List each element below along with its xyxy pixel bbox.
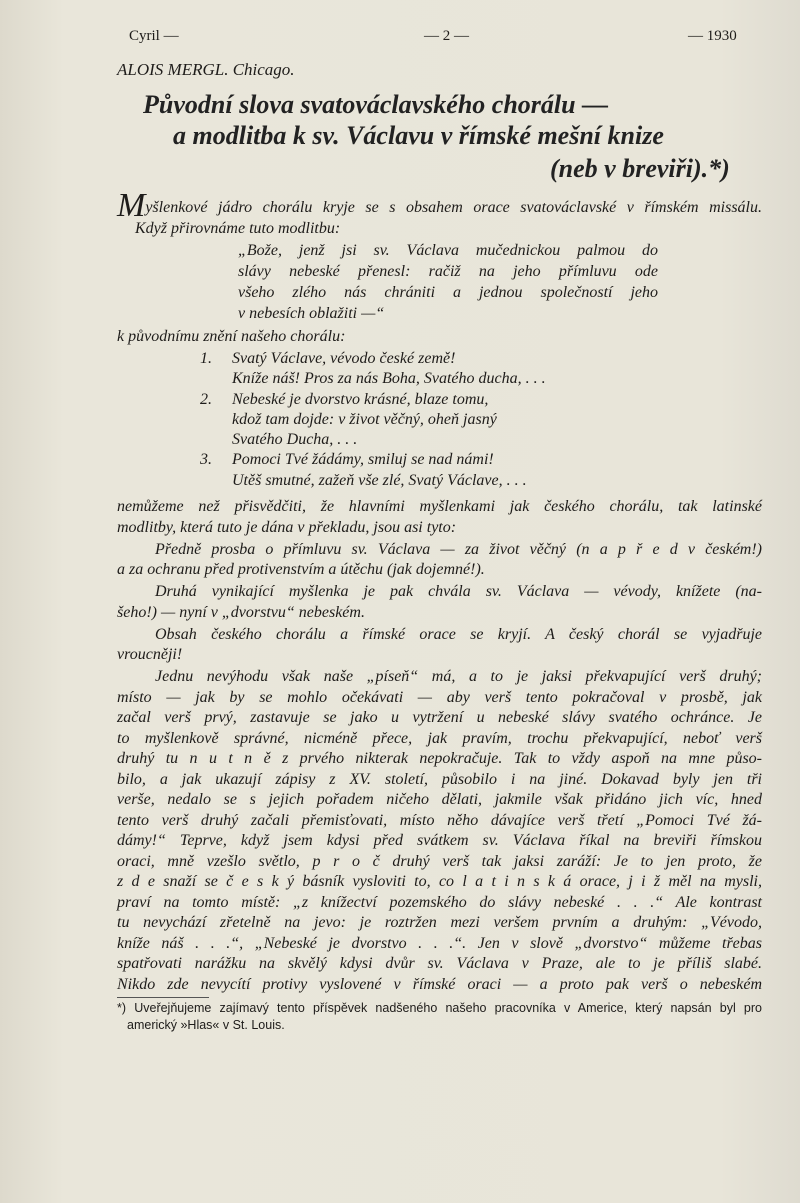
transition-line: k původnímu znění našeho chorálu: [117, 328, 346, 345]
verse [200, 390, 546, 451]
article-author: ALOIS MERGL. Chicago. [117, 60, 295, 79]
body-line: šeho!) — nyní v „dvorstvu“ nebeském. [117, 603, 365, 621]
body-line: Obsah českého chorálu a římské orace se kryjí. A český chorál se vyjadřuje [155, 625, 762, 643]
footnote [117, 1000, 762, 1034]
body-line: tu nevychází zřetelně na jevo: je roztržen mezi veršem prvním a druhým: „Vévodo, [117, 914, 762, 931]
paragraph [117, 540, 762, 581]
verse [200, 349, 546, 390]
body-line: modlitby, která tuto je dána v překladu, jsou asi tyto: [117, 518, 457, 536]
body-line: z d e snaží se č e s k ý básník vysloviti to, co l a t i n s k á orace, j i ž měl na mysli, [117, 873, 762, 890]
verse-text: Pomoci Tvé žádámy, smiluj se nad námi! [232, 451, 494, 469]
paragraph [117, 582, 762, 623]
chorale-verses [200, 349, 546, 491]
body-line: Jednu nevýhodu však naše „píseň“ má, a to je jaksi překvapující verš druhý; [155, 668, 762, 685]
body-line: Předně prosba o přímluvu sv. Václava — za život věčný (n a p ř e d v českém!) [155, 540, 762, 558]
verse-first-line [200, 390, 546, 410]
body-line: druhý tu n u t n ě z prvého nikterak nepokračuje. Tak to vždy aspoň na mne půso- [117, 750, 762, 767]
intro-line-1: Myšlenkové jádro chorálu kryje se s obsahem orace svatováclavské v římském missálu. [117, 187, 762, 224]
body-line: praví na tomto místě: „z knížectví pozemského do slávy nebeské . . .“ Ale kontrast [117, 893, 762, 911]
body-line: to myšlenkově správné, nicméně přece, jak pravím, trochu překvapující, neboť verš [117, 729, 762, 747]
article-title-line-2: a modlitba k sv. Václavu v římské mešní knize [173, 121, 664, 150]
running-header-left: Cyril — [129, 28, 179, 44]
body-line: bilo, a jak ukazují zápisy z XV. století, působilo i na jiné. Dokavad byly jen tři [117, 770, 762, 788]
verse-line: Kníže náš! Pros za nás Boha, Svatého ducha, . . . [232, 370, 546, 388]
latin-prayer-translation [238, 240, 658, 324]
drop-cap: M [117, 187, 146, 224]
prayer-line: slávy nebeské přenesl: račiž na jeho přímluvu ode [238, 263, 658, 280]
verse-first-line [200, 349, 546, 369]
verse-number: 2. [200, 390, 212, 408]
verse-text: Nebeské je dvorstvo krásné, blaze tomu, [232, 390, 489, 408]
footnote-line-1: *) Uveřejňujeme zajímavý tento příspěvek nadšeného našeho pracovníka v Americe, který napsán byl pro [117, 1001, 762, 1015]
footnote-line-2: americký »Hlas« v St. Louis. [127, 1018, 285, 1032]
verse-first-line [200, 450, 546, 470]
verse-text: Svatý Václave, vévodo české země! [232, 350, 456, 367]
body-line: spatřovati narážku na skvělý kdysi dvůr sv. Václava v Praze, ale to je příliš slabé. [117, 955, 762, 972]
body-line: Druhá vynikající myšlenka je pak chvála sv. Václava — vévody, knížete (na- [155, 583, 762, 600]
running-header-right: — 1930 [688, 28, 737, 44]
body-line: dámy!“ Teprve, když jsem kdysi před svátkem sv. Václava říkal na breviři římskou [117, 832, 762, 849]
intro-line-2: Když přirovnáme tuto modlitbu: [135, 219, 341, 237]
article-title-line-1: Původní slova svatováclavského chorálu — [143, 90, 609, 119]
body-line: oraci, mně vzešlo světlo, p r o č druhý verš tak jaksi zaráží: Je to jen proto, že [117, 852, 762, 870]
paragraph [117, 497, 762, 538]
page-number: — 2 — [424, 28, 469, 44]
verse-number: 1. [200, 350, 212, 367]
footnote-rule [117, 997, 209, 998]
body-line: verše, nedalo se s jejich pořadem ničeho dělati, jakmile však přidáno jich víc, hned [117, 791, 762, 808]
prayer-line: v nebesích oblažiti —“ [238, 305, 385, 322]
body-line: začal verš prvý, zastavuje se jako u vytržení u nebeské slávy svatého ochránce. Je [117, 709, 762, 726]
verse-line: kdož tam dojde: v život věčný, oheň jasný [232, 410, 497, 428]
verse [200, 450, 546, 491]
paragraph [117, 667, 762, 995]
verse-number: 3. [200, 451, 212, 469]
body-line: kníže náš . . .“, „Nebeské je dvorstvo . . .“. Jen v slově „dvorstvo“ můžeme třebas [117, 934, 762, 952]
body-line: místo — jak by se mohlo očekávati — aby verš tento pokračoval v prosbě, jak [117, 688, 762, 706]
intro [117, 187, 762, 239]
paragraph [117, 625, 762, 666]
verse-line: Svatého Ducha, . . . [232, 431, 358, 449]
article-body [117, 497, 762, 997]
prayer-line: všeho zlého nás chrániti a jednou společností jeho [238, 284, 658, 301]
body-line: Nikdo zde nevycítí protivy vyslovené v římské oraci — a proto pak verš o nebeském [117, 975, 762, 993]
body-line: nemůžeme než přisvědčiti, že hlavními myšlenkami jak českého chorálu, tak latinské [117, 498, 762, 515]
body-line: vroucněji! [117, 646, 183, 663]
verse-line: Utěš smutné, zažeň vše zlé, Svatý Václave, . . . [232, 471, 527, 489]
article-title-line-3: (neb v breviři).*) [550, 154, 730, 183]
body-line: tento verš druhý začali přemisťovati, místo něho dávajíce verš třetí „Pomoci Tvé žá- [117, 811, 762, 829]
prayer-line: „Bože, jenž jsi sv. Václava mučednickou palmou do [238, 242, 658, 259]
body-line: a za ochranu před protivenstvím a útěchu (jak dojemné!). [117, 561, 485, 578]
